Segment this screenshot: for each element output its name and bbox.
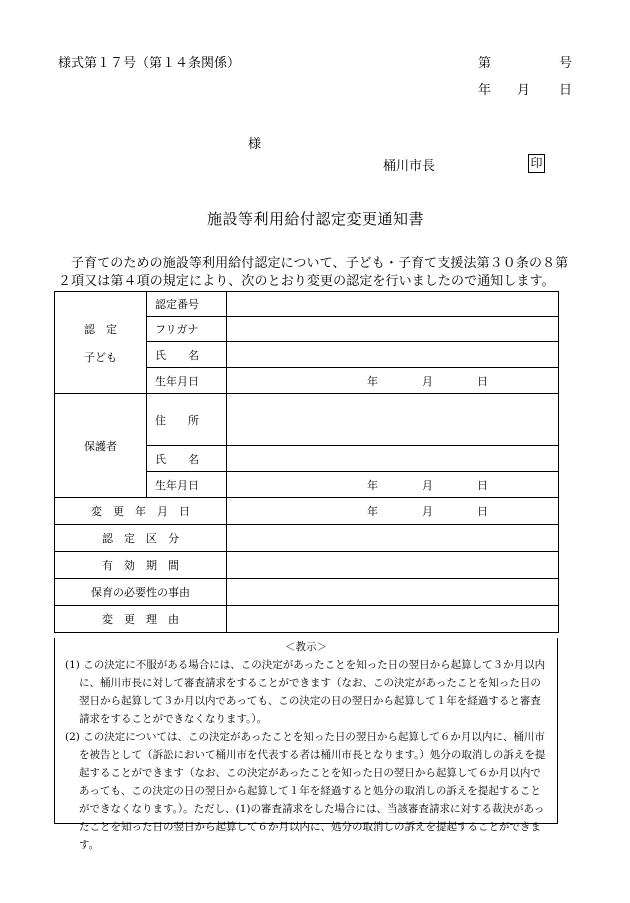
certification-table bbox=[54, 291, 559, 633]
intro-paragraph: 子育てのための施設等利用給付認定について、子ども・子育て支援法第３０条の８第２項又は第４項の規定により、次のとおり変更の認定を行いましたので通知します。 bbox=[58, 256, 569, 289]
g-birth-month-unit: 月 bbox=[422, 478, 433, 492]
guardian-birthdate-label: 生年月日 bbox=[147, 472, 227, 498]
guardian-address-label: 住 所 bbox=[147, 394, 227, 446]
change-date-label: 変 更 年 月 日 bbox=[55, 498, 227, 525]
date-year: 年 bbox=[478, 83, 492, 98]
group-label-line1: 認 定 bbox=[84, 322, 117, 336]
change-date-field[interactable] bbox=[227, 498, 559, 525]
number-suffix: 号 bbox=[559, 56, 573, 71]
date-month: 月 bbox=[517, 83, 531, 98]
date-day: 日 bbox=[559, 83, 573, 98]
furigana-field[interactable] bbox=[227, 317, 559, 342]
g-birth-year-unit: 年 bbox=[367, 478, 378, 492]
guardian-address-field[interactable] bbox=[227, 394, 559, 446]
category-label: 認 定 区 分 bbox=[55, 525, 227, 552]
birth-year-unit: 年 bbox=[367, 374, 378, 388]
change-day-unit: 日 bbox=[477, 505, 488, 518]
form-number: 様式第１７号（第１４条関係） bbox=[58, 56, 241, 71]
birth-day-unit: 日 bbox=[477, 374, 488, 388]
guardian-birthdate-field[interactable] bbox=[227, 472, 559, 498]
validity-period-field[interactable] bbox=[227, 552, 559, 579]
birth-month-unit: 月 bbox=[422, 374, 433, 388]
change-month-unit: 月 bbox=[422, 505, 433, 518]
number-prefix: 第 bbox=[478, 56, 492, 71]
child-name-label: 氏 名 bbox=[147, 342, 227, 368]
cert-number-label: 認定番号 bbox=[147, 292, 227, 317]
instruction-item-1: (1) この決定に不服がある場合には、この決定があったことを知った日の翌日から起算して３か月以内に、桶川市長に対して審査請求をすることができます（なお、この決定があったことを知った日の翌日から起算して３か月以内であっても、この決定の日の翌日から起算して１年を経過すると審査請求をすることができなくなります。）。 bbox=[65, 659, 546, 725]
category-field[interactable] bbox=[227, 525, 559, 552]
guardian-name-field[interactable] bbox=[227, 446, 559, 472]
guardian-name-label: 氏 名 bbox=[147, 446, 227, 472]
issuer-mayor: 桶川市長 bbox=[383, 159, 436, 174]
care-need-reason-field[interactable] bbox=[227, 579, 559, 606]
child-birthdate-field[interactable] bbox=[227, 368, 559, 394]
care-need-reason-label: 保育の必要性の事由 bbox=[55, 579, 227, 606]
addressee-honorific: 様 bbox=[248, 137, 262, 152]
validity-period-label: 有 効 期 間 bbox=[55, 552, 227, 579]
child-birthdate-label: 生年月日 bbox=[147, 368, 227, 394]
instructions-box bbox=[54, 638, 558, 851]
instruction-item-2: (2) この決定については、この決定があったことを知った日の翌日から起算して６か月以内に、桶川市を被告として（訴訟において桶川市を代表する者は桶川市長となります。）処分の取消しの訴えを提起することができます（なお、この決定があったことを知った日の翌日から起算して６か月以内であっても、この決定の日の翌日から起算して１年を経過すると処分の取消しの訴えを提起することができなくなります。）。ただし、(1)の審査請求をした場合には、当該審査請求に対する裁決があったことを知った日の翌日から起算して６か月以内に、処分の取消しの訴えを提起することができます。 bbox=[65, 731, 546, 851]
seal-mark: 印 bbox=[528, 154, 545, 173]
instructions-heading: ＜教示＞ bbox=[285, 641, 327, 653]
cert-number-field[interactable] bbox=[227, 292, 559, 317]
change-reason-label: 変 更 理 由 bbox=[55, 606, 227, 633]
furigana-label: フリガナ bbox=[147, 317, 227, 342]
group-label-line2: 子ども bbox=[84, 350, 117, 364]
guardian-group-label: 保護者 bbox=[55, 394, 147, 498]
change-year-unit: 年 bbox=[367, 505, 378, 518]
g-birth-day-unit: 日 bbox=[477, 478, 488, 492]
document-title: 施設等利用給付認定変更通知書 bbox=[207, 210, 425, 228]
certified-child-group-label bbox=[55, 292, 147, 394]
change-reason-field[interactable] bbox=[227, 606, 559, 633]
child-name-field[interactable] bbox=[227, 342, 559, 368]
